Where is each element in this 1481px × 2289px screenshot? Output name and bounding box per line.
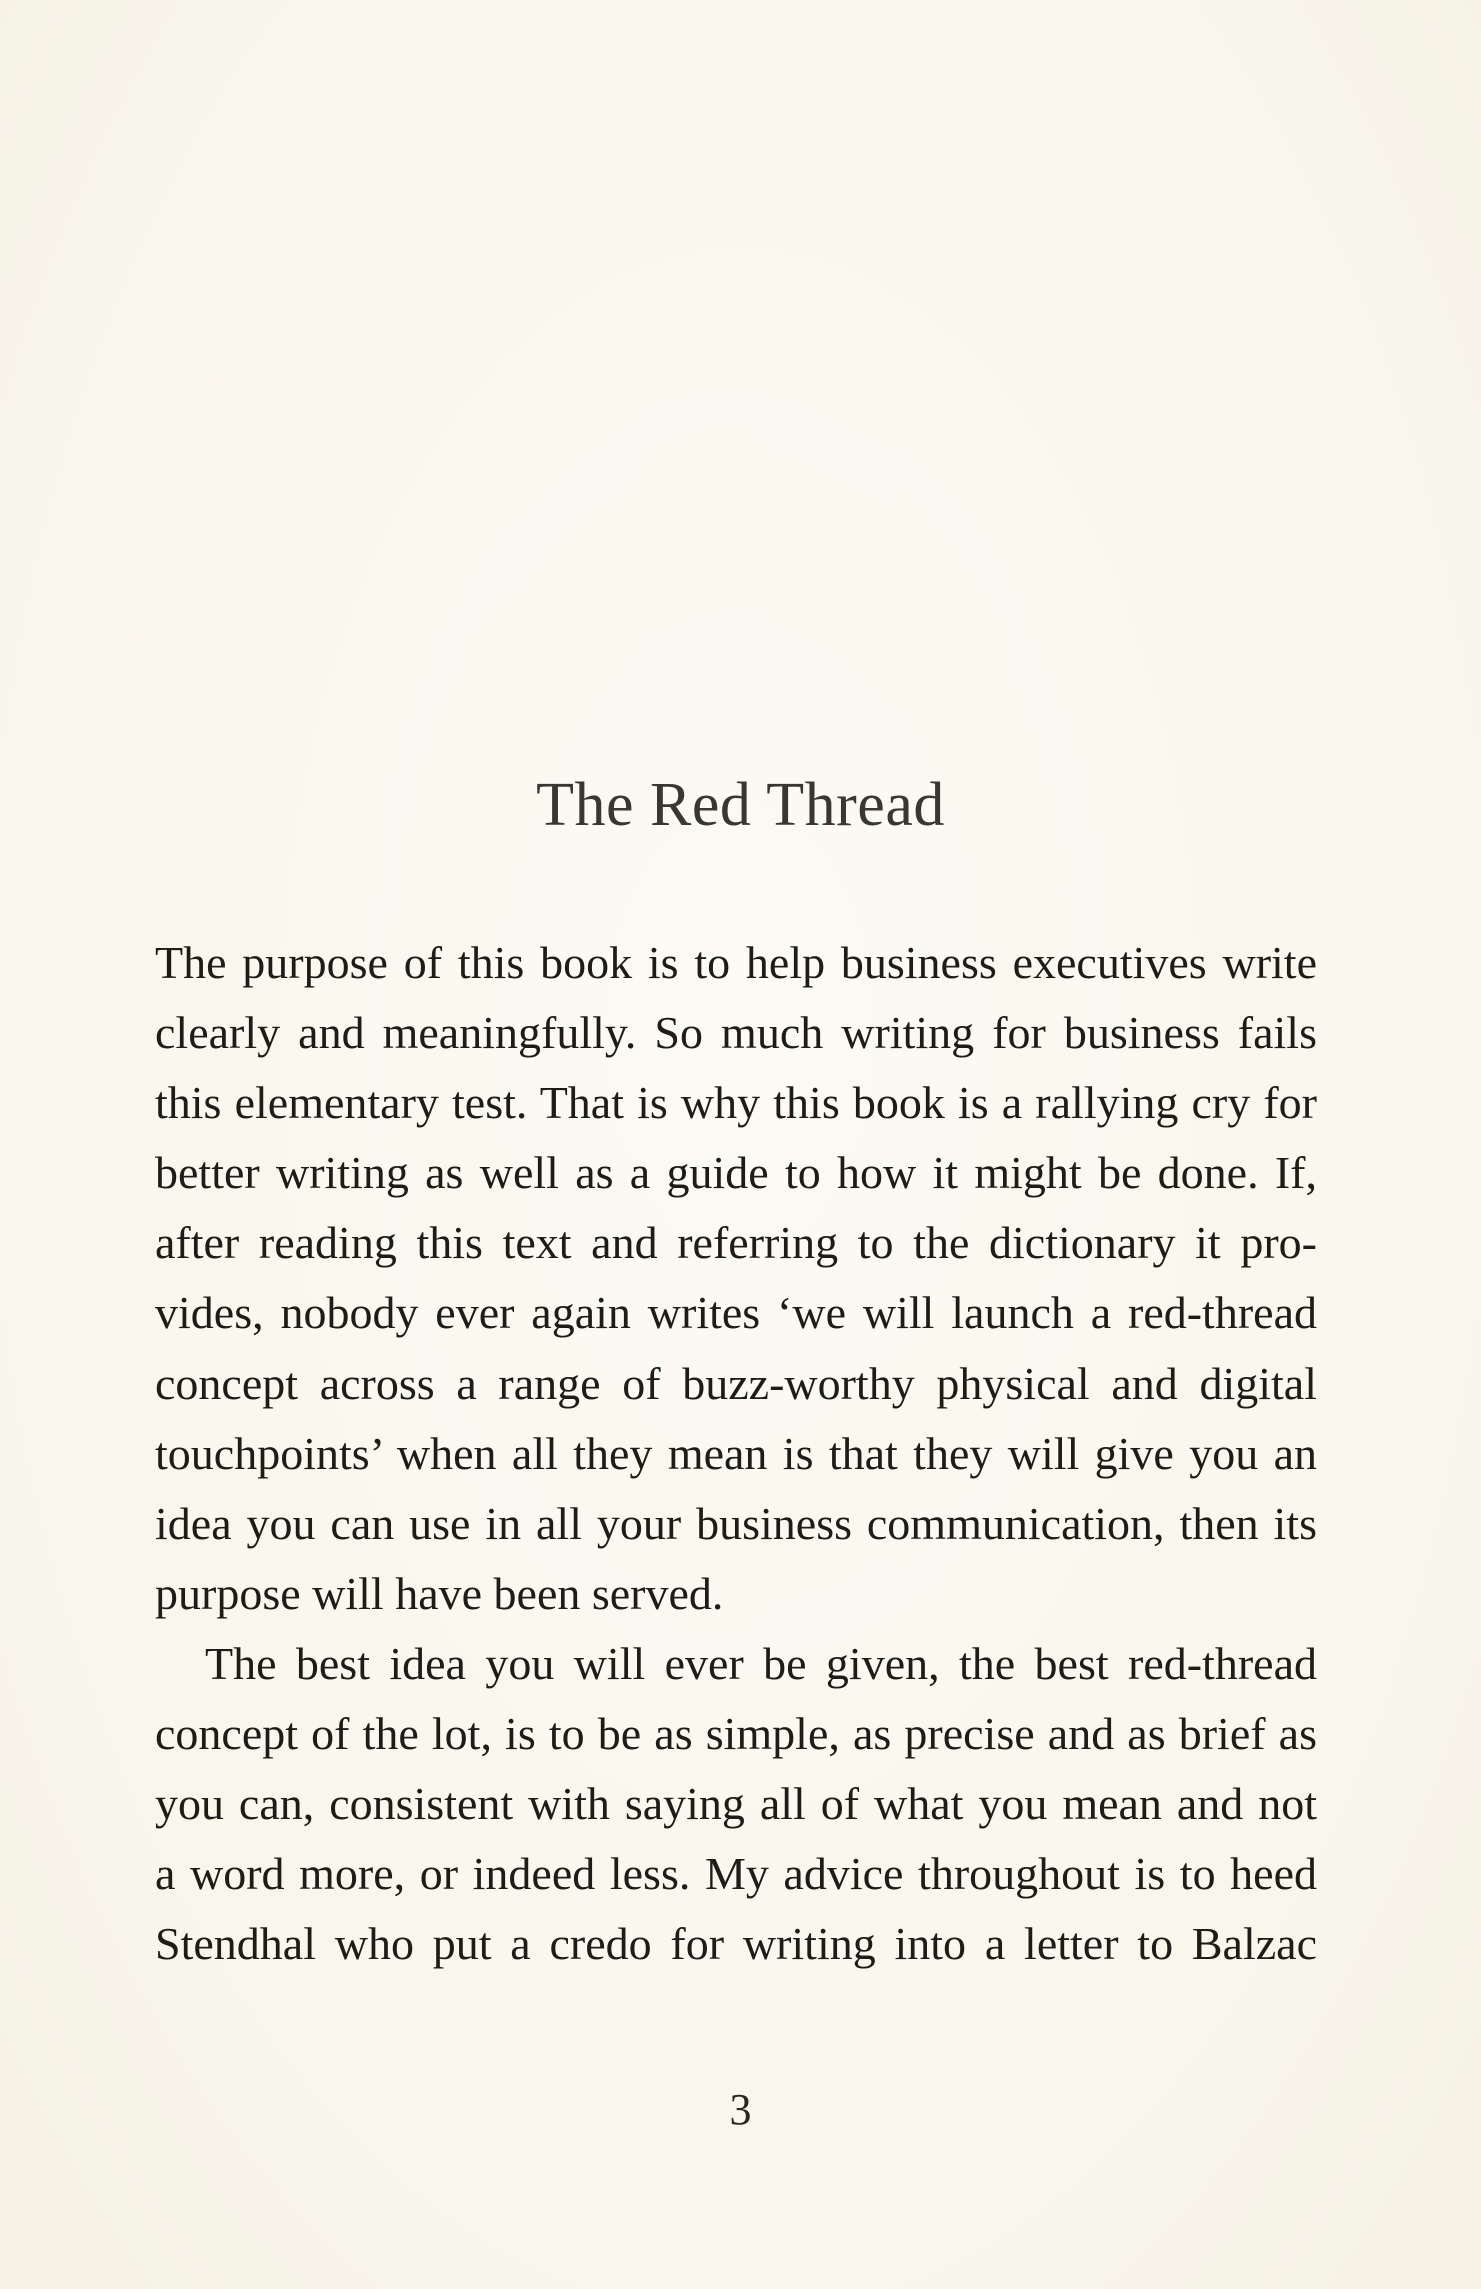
text-line: concept of the lot, is to be as simple, as precise and as brief as — [155, 1708, 1317, 1760]
page-number: 3 — [729, 2085, 752, 2134]
body-text — [155, 928, 1317, 1979]
text-line: Stendhal who put a credo for writing into a letter to Balzac — [155, 1918, 1317, 1970]
text-line: purpose will have been served. — [155, 1567, 724, 1619]
text-line: you can, consistent with saying all of what you mean and not — [155, 1778, 1317, 1830]
text-line: after reading this text and referring to the dictionary it pro- — [155, 1217, 1317, 1269]
text-line: better writing as well as a guide to how it might be done. If, — [155, 1147, 1317, 1199]
text-line: The best idea you will ever be given, the best red-thread — [205, 1637, 1317, 1689]
text-line: touchpoints’ when all they mean is that they will give you an — [155, 1427, 1317, 1479]
text-line: clearly and meaningfully. So much writing for business fails — [155, 1007, 1317, 1059]
text-line: concept across a range of buzz-worthy physical and digital — [155, 1357, 1317, 1409]
text-line: this elementary test. That is why this book is a rallying cry for — [155, 1077, 1317, 1129]
text-line: The purpose of this book is to help business executives write — [155, 937, 1317, 988]
text-line: vides, nobody ever again writes ‘we will launch a red-thread — [155, 1287, 1317, 1339]
text-line: a word more, or indeed less. My advice throughout is to heed — [155, 1848, 1317, 1900]
text-line: idea you can use in all your business communication, then its — [155, 1497, 1317, 1549]
chapter-title: The Red Thread — [536, 771, 945, 839]
